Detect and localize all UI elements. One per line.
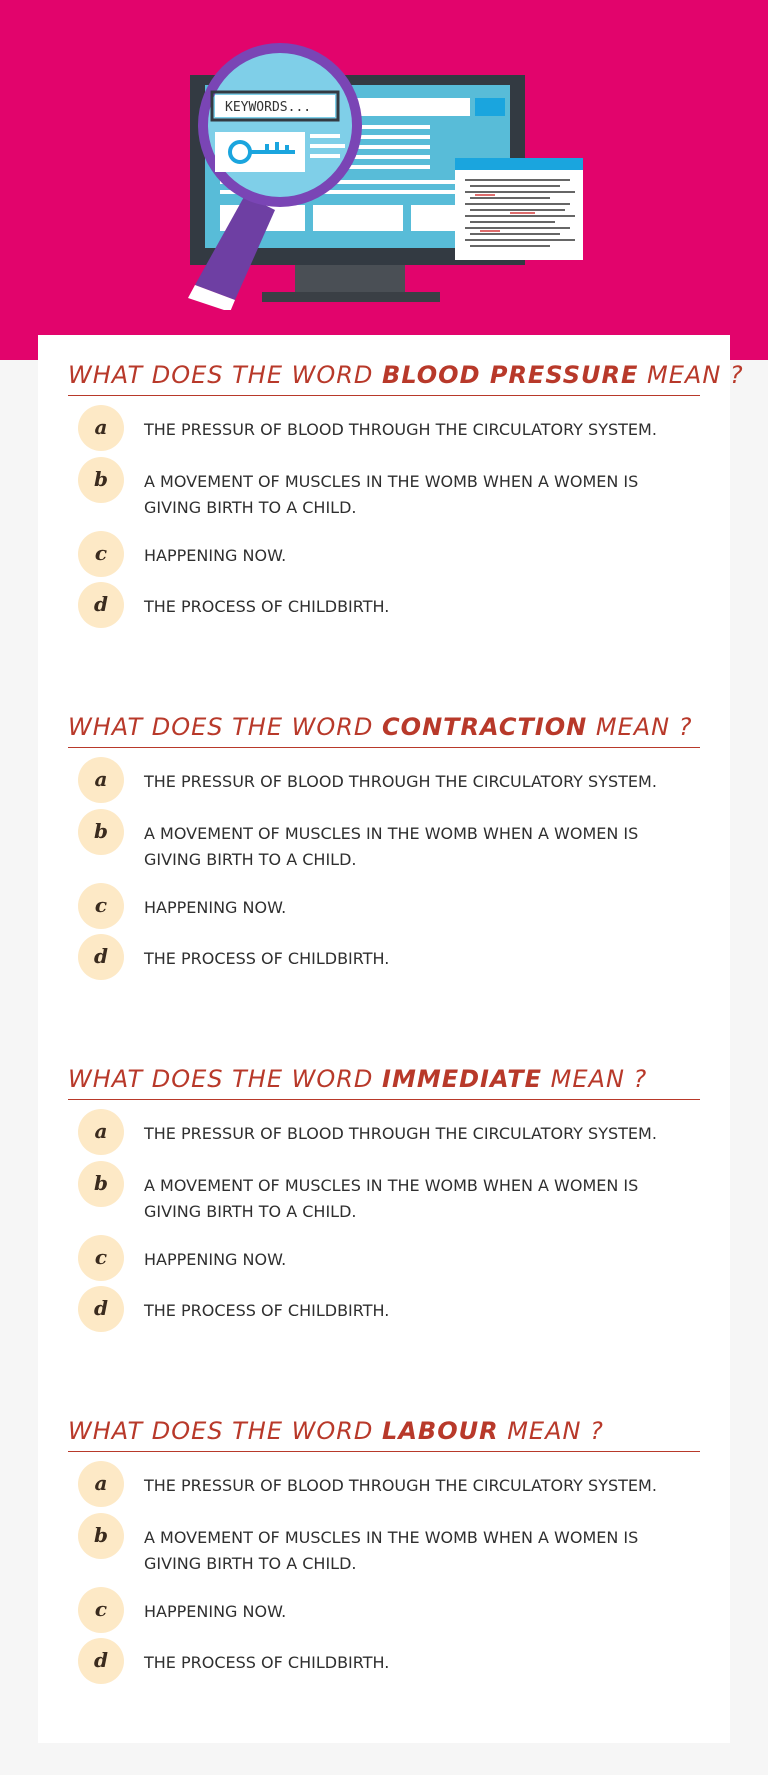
option-text: HAPPENING NOW.: [144, 1602, 287, 1621]
search-illustration: [150, 40, 600, 310]
question-block: [68, 1059, 700, 1320]
question-prefix: WHAT DOES THE WORD: [68, 361, 383, 389]
question-title: [68, 1059, 700, 1100]
question-prefix: WHAT DOES THE WORD: [68, 1065, 383, 1093]
document-illustration: [455, 158, 583, 260]
option-letter-badge: c: [78, 1587, 124, 1633]
question-title: [68, 707, 700, 748]
question-keyword: IMMEDIATE: [382, 1065, 543, 1093]
option-letter-badge: c: [78, 531, 124, 577]
option-letter-badge: b: [78, 809, 124, 855]
quiz-card: [38, 335, 744, 1743]
hero-banner: [0, 0, 768, 360]
option-letter-badge: a: [78, 1461, 124, 1507]
option-letter-badge: d: [78, 1638, 124, 1684]
option-letter-badge: c: [78, 1235, 124, 1281]
option-text: HAPPENING NOW.: [144, 898, 287, 917]
option-text: A MOVEMENT OF MUSCLES IN THE WOMB WHEN A WOMEN IS GIVING BIRTH TO A CHILD.: [144, 1176, 639, 1221]
svg-text:KEYWORDS...: KEYWORDS...: [225, 100, 312, 115]
option-text: A MOVEMENT OF MUSCLES IN THE WOMB WHEN A WOMEN IS GIVING BIRTH TO A CHILD.: [144, 472, 639, 517]
question-title: [68, 1411, 700, 1452]
option-letter-badge: a: [78, 1109, 124, 1155]
question-suffix: MEAN ?: [587, 713, 693, 741]
question-title: [68, 355, 744, 396]
option-letter-badge: c: [78, 883, 124, 929]
option-text: THE PROCESS OF CHILDBIRTH.: [144, 597, 390, 616]
option-text: THE PROCESS OF CHILDBIRTH.: [144, 949, 390, 968]
option-text: A MOVEMENT OF MUSCLES IN THE WOMB WHEN A WOMEN IS GIVING BIRTH TO A CHILD.: [144, 824, 639, 869]
question-keyword: CONTRACTION: [382, 713, 588, 741]
option-text: THE PRESSUR OF BLOOD THROUGH THE CIRCULATORY SYSTEM.: [144, 772, 657, 791]
option-letter-badge: d: [78, 582, 124, 628]
option-text: THE PRESSUR OF BLOOD THROUGH THE CIRCULATORY SYSTEM.: [144, 1124, 657, 1143]
question-keyword: LABOUR: [382, 1417, 499, 1445]
option-text: THE PROCESS OF CHILDBIRTH.: [144, 1653, 390, 1672]
question-suffix: MEAN ?: [542, 1065, 648, 1093]
option-text: THE PRESSUR OF BLOOD THROUGH THE CIRCULATORY SYSTEM.: [144, 420, 657, 439]
option-text: THE PRESSUR OF BLOOD THROUGH THE CIRCULATORY SYSTEM.: [144, 1476, 657, 1495]
option-letter-badge: d: [78, 1286, 124, 1332]
option-letter-badge: b: [78, 457, 124, 503]
question-suffix: MEAN ?: [638, 361, 744, 389]
question-keyword: BLOOD PRESSURE: [382, 361, 639, 389]
option-text: THE PROCESS OF CHILDBIRTH.: [144, 1301, 390, 1320]
question-block: [68, 355, 744, 616]
option-letter-badge: b: [78, 1513, 124, 1559]
option-text: HAPPENING NOW.: [144, 1250, 287, 1269]
question-suffix: MEAN ?: [498, 1417, 604, 1445]
question-block: [68, 707, 700, 968]
option-text: HAPPENING NOW.: [144, 546, 287, 565]
option-letter-badge: a: [78, 757, 124, 803]
option-text: A MOVEMENT OF MUSCLES IN THE WOMB WHEN A WOMEN IS GIVING BIRTH TO A CHILD.: [144, 1528, 639, 1573]
option-letter-badge: a: [78, 405, 124, 451]
question-block: [68, 1411, 700, 1672]
option-letter-badge: d: [78, 934, 124, 980]
option-letter-badge: b: [78, 1161, 124, 1207]
question-prefix: WHAT DOES THE WORD: [68, 713, 383, 741]
question-prefix: WHAT DOES THE WORD: [68, 1417, 383, 1445]
